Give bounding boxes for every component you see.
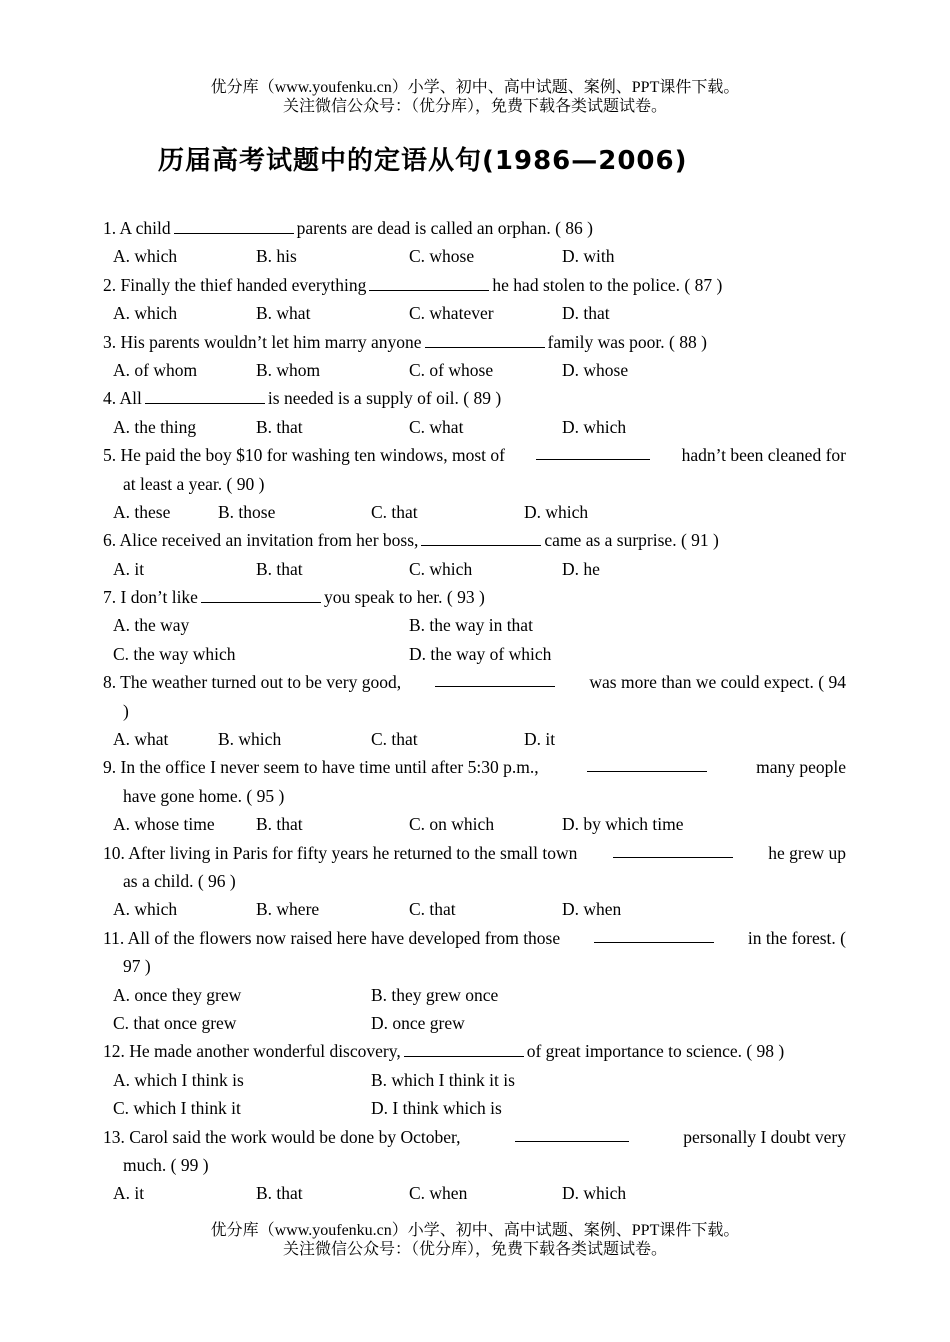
question-8-continued: ) xyxy=(123,700,129,721)
question-text: 3. His parents wouldn’t let him marry anyone xyxy=(103,331,422,352)
answer-blank xyxy=(201,584,321,603)
question-5 xyxy=(103,441,846,469)
question-text-after: family was poor. ( 88 ) xyxy=(547,331,707,352)
options-12-row-2 xyxy=(103,1094,846,1122)
options-3 xyxy=(103,356,846,384)
question-9 xyxy=(103,753,846,781)
options-1 xyxy=(103,242,846,270)
question-text: 8. The weather turned out to be very good, xyxy=(103,672,402,693)
question-13-continued: much. ( 99 ) xyxy=(123,1154,209,1175)
question-text-after: of great importance to science. ( 98 ) xyxy=(526,1041,785,1062)
question-1 xyxy=(103,214,846,242)
question-11-continued: 97 ) xyxy=(123,956,151,977)
option-b: B. that xyxy=(256,416,303,437)
document-title: 历届高考试题中的定语从句(1986—2006) xyxy=(158,146,688,176)
option-d: D. he xyxy=(562,558,600,579)
option-c: C. of whose xyxy=(409,359,494,380)
option-c: C. whose xyxy=(409,246,475,267)
page-header-line-2: 关注微信公众号：（优分库），免费下载各类试题试卷。 xyxy=(282,98,667,115)
question-10 xyxy=(103,839,846,867)
option-a: A. what xyxy=(113,729,169,750)
option-b: B. which xyxy=(218,729,282,750)
options-7-row-2 xyxy=(103,640,846,668)
question-text-after: came as a surprise. ( 91 ) xyxy=(544,530,719,551)
option-c: C. that once grew xyxy=(113,1012,237,1033)
options-9 xyxy=(103,810,846,838)
question-text: 10. After living in Paris for fifty years he returned to the small town xyxy=(103,842,578,863)
option-d: D. which xyxy=(524,501,589,522)
question-text: 11. All of the flowers now raised here have developed from those xyxy=(103,927,561,948)
option-c: C. whatever xyxy=(409,303,494,324)
question-8 xyxy=(103,668,846,696)
options-5 xyxy=(103,498,846,526)
question-13 xyxy=(103,1123,846,1151)
question-5-continued: at least a year. ( 90 ) xyxy=(123,473,265,494)
option-d: D. once grew xyxy=(371,1012,465,1033)
answer-blank xyxy=(174,215,294,234)
question-text-after: you speak to her. ( 93 ) xyxy=(323,587,485,608)
question-11 xyxy=(103,924,846,952)
option-a: A. whose time xyxy=(113,814,215,835)
option-c: C. what xyxy=(409,416,464,437)
option-d: D. with xyxy=(562,246,615,267)
option-c: C. which I think it xyxy=(113,1098,241,1119)
question-text: 2. Finally the thief handed everything xyxy=(103,274,367,295)
answer-blank xyxy=(435,668,555,687)
option-b: B. which I think it is xyxy=(371,1069,515,1090)
option-b: B. that xyxy=(256,814,303,835)
options-7-row-1 xyxy=(103,611,846,639)
options-4 xyxy=(103,413,846,441)
question-text-after: was more than we could expect. ( 94 xyxy=(589,672,846,693)
option-a: A. of whom xyxy=(113,359,198,380)
option-a: A. it xyxy=(113,1183,145,1204)
option-c: C. that xyxy=(371,501,418,522)
answer-blank xyxy=(587,753,707,772)
option-c: C. when xyxy=(409,1183,468,1204)
option-b: B. that xyxy=(256,558,303,579)
option-b: B. those xyxy=(218,501,276,522)
option-a: A. which xyxy=(113,246,178,267)
option-b: B. where xyxy=(256,899,320,920)
options-8 xyxy=(103,725,846,753)
question-text: 1. A child xyxy=(103,218,171,238)
question-text-after: hadn’t been cleaned for xyxy=(681,445,846,466)
question-2 xyxy=(103,271,846,299)
answer-blank xyxy=(515,1123,629,1142)
option-c: C. that xyxy=(409,899,456,920)
option-d: D. which xyxy=(562,1183,627,1204)
options-2 xyxy=(103,299,846,327)
option-c: C. which xyxy=(409,558,473,579)
answer-blank xyxy=(536,441,650,460)
question-text: 4. All xyxy=(103,388,142,409)
option-d: D. the way of which xyxy=(409,643,552,664)
question-7 xyxy=(103,583,846,611)
option-a: A. once they grew xyxy=(113,984,242,1005)
question-3 xyxy=(103,328,846,356)
option-a: A. which xyxy=(113,303,178,324)
option-a: A. these xyxy=(113,501,171,522)
question-9-continued: have gone home. ( 95 ) xyxy=(123,785,285,806)
option-b: B. what xyxy=(256,303,311,324)
option-d: D. whose xyxy=(562,359,629,380)
option-a: A. which I think is xyxy=(113,1069,244,1090)
question-text: 7. I don’t like xyxy=(103,587,198,608)
question-text: 9. In the office I never seem to have time until after 5:30 p.m., xyxy=(103,757,539,778)
page-footer-line-1: 优分库（www.youfenku.cn）小学、初中、高中试题、案例、PPT课件下载。 xyxy=(210,1222,740,1239)
question-text-after: he had stolen to the police. ( 87 ) xyxy=(492,274,723,295)
option-c: C. on which xyxy=(409,814,495,835)
option-a: A. the thing xyxy=(113,416,197,437)
option-b: B. that xyxy=(256,1183,303,1204)
option-a: A. the way xyxy=(113,615,190,636)
answer-blank xyxy=(594,924,714,943)
options-10 xyxy=(103,895,846,923)
option-c: C. the way which xyxy=(113,643,236,664)
question-text-after: is needed is a supply of oil. ( 89 ) xyxy=(267,388,502,409)
answer-blank xyxy=(404,1038,524,1057)
answer-blank xyxy=(425,329,545,348)
answer-blank xyxy=(421,527,541,546)
question-text-after: he grew up xyxy=(768,842,846,863)
question-list xyxy=(103,214,846,1208)
option-b: B. whom xyxy=(256,359,321,380)
option-a: A. it xyxy=(113,558,145,579)
options-12-row-1 xyxy=(103,1066,846,1094)
options-11-row-1 xyxy=(103,981,846,1009)
question-text: 6. Alice received an invitation from her boss, xyxy=(103,530,419,551)
page-footer-line-2: 关注微信公众号：（优分库），免费下载各类试题试卷。 xyxy=(282,1241,667,1258)
option-d: D. which xyxy=(562,416,627,437)
options-6 xyxy=(103,555,846,583)
question-text-after: in the forest. ( xyxy=(747,927,846,948)
question-text-after: many people xyxy=(756,757,846,778)
question-text-after: parents are dead is called an orphan. ( 86 ) xyxy=(296,218,593,238)
option-d: D. it xyxy=(524,729,556,750)
option-b: B. the way in that xyxy=(409,615,533,636)
option-d: D. by which time xyxy=(562,814,684,835)
option-d: D. when xyxy=(562,899,622,920)
options-13 xyxy=(103,1179,846,1207)
question-text-after: personally I doubt very xyxy=(683,1126,846,1147)
page-header-line-1: 优分库（www.youfenku.cn）小学、初中、高中试题、案例、PPT课件下载。 xyxy=(210,79,740,96)
question-10-continued: as a child. ( 96 ) xyxy=(123,870,236,891)
question-6 xyxy=(103,526,846,554)
answer-blank xyxy=(613,839,733,858)
question-12 xyxy=(103,1037,846,1065)
options-11-row-2 xyxy=(103,1009,846,1037)
option-d: D. I think which is xyxy=(371,1098,502,1119)
option-a: A. which xyxy=(113,899,178,920)
question-text: 12. He made another wonderful discovery, xyxy=(103,1041,401,1062)
question-text: 5. He paid the boy $10 for washing ten windows, most of xyxy=(103,445,505,466)
question-text: 13. Carol said the work would be done by October, xyxy=(103,1126,461,1147)
option-c: C. that xyxy=(371,729,418,750)
option-d: D. that xyxy=(562,303,610,324)
question-4 xyxy=(103,384,846,412)
answer-blank xyxy=(145,385,265,404)
option-b: B. they grew once xyxy=(371,984,499,1005)
option-b: B. his xyxy=(256,246,297,267)
answer-blank xyxy=(369,272,489,291)
